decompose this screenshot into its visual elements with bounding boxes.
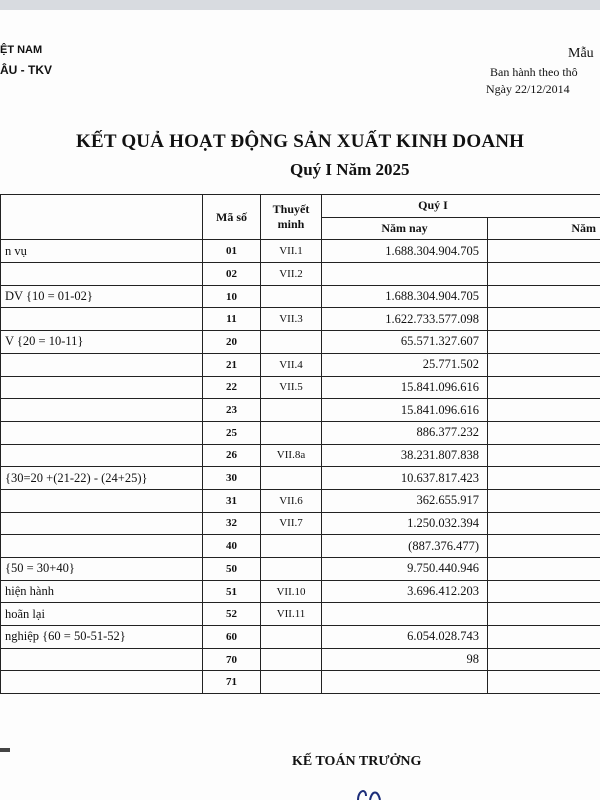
row-code: 22: [203, 376, 261, 399]
report-period: Quý I Năm 2025: [290, 160, 410, 179]
row-item-name: [1, 421, 203, 444]
row-current-value: (887.376.477): [322, 535, 488, 558]
header-row-1: [1, 195, 600, 218]
row-note: [261, 421, 322, 444]
row-item-name: {30=20 +(21-22) - (24+25)}: [1, 467, 203, 490]
row-previous-value: [488, 421, 600, 444]
row-code: 50: [203, 558, 261, 581]
row-note: VII.2: [261, 263, 322, 286]
row-item-name: [1, 308, 203, 331]
row-previous-value: [488, 353, 600, 376]
row-current-value: [322, 671, 488, 694]
table-row: [1, 580, 600, 603]
row-note: [261, 626, 322, 649]
row-note: VII.4: [261, 353, 322, 376]
row-item-name: [1, 399, 203, 422]
header-quarter: Quý I: [322, 195, 600, 218]
row-item-name: [1, 444, 203, 467]
row-note: [261, 535, 322, 558]
row-note: VII.11: [261, 603, 322, 626]
row-item-name: n vụ: [1, 240, 203, 263]
row-current-value: 10.637.817.423: [322, 467, 488, 490]
row-code: 32: [203, 512, 261, 535]
income-statement-table: [0, 194, 600, 694]
table-row: [1, 648, 600, 671]
row-previous-value: [488, 308, 600, 331]
row-current-value: 1.688.304.904.705: [322, 240, 488, 263]
row-code: 40: [203, 535, 261, 558]
row-code: 51: [203, 580, 261, 603]
row-previous-value: [488, 399, 600, 422]
row-code: 21: [203, 353, 261, 376]
row-current-value: 65.571.327.607: [322, 331, 488, 354]
row-previous-value: [488, 285, 600, 308]
row-note: VII.3: [261, 308, 322, 331]
row-note: [261, 648, 322, 671]
row-code: 60: [203, 626, 261, 649]
row-code: 02: [203, 263, 261, 286]
row-item-name: V {20 = 10-11}: [1, 331, 203, 354]
row-note: [261, 285, 322, 308]
header-note-line2: minh: [277, 217, 305, 232]
row-note: VII.7: [261, 512, 322, 535]
table-row: [1, 512, 600, 535]
row-note: VII.8a: [261, 444, 322, 467]
header-this-year: Năm nay: [322, 217, 488, 240]
row-item-name: [1, 263, 203, 286]
signature-title: KẾ TOÁN TRƯỞNG: [292, 754, 422, 769]
row-previous-value: [488, 626, 600, 649]
table-row: [1, 421, 600, 444]
table-row: [1, 603, 600, 626]
table-row: [1, 308, 600, 331]
row-item-name: {50 = 30+40}: [1, 558, 203, 581]
header-code: Mã số: [203, 195, 261, 240]
row-code: 25: [203, 421, 261, 444]
issued-by: Ban hành theo thô: [490, 65, 578, 79]
row-previous-value: [488, 512, 600, 535]
row-current-value: 15.841.096.616: [322, 376, 488, 399]
row-previous-value: [488, 648, 600, 671]
row-previous-value: [488, 558, 600, 581]
row-note: [261, 467, 322, 490]
row-previous-value: [488, 240, 600, 263]
row-code: 01: [203, 240, 261, 263]
row-note: VII.1: [261, 240, 322, 263]
row-code: 31: [203, 489, 261, 512]
row-note: VII.6: [261, 489, 322, 512]
table-row: [1, 240, 600, 263]
row-current-value: 1.622.733.577.098: [322, 308, 488, 331]
row-item-name: [1, 376, 203, 399]
row-current-value: 38.231.807.838: [322, 444, 488, 467]
table-row: [1, 467, 600, 490]
header-note-line1: Thuyết: [272, 202, 310, 217]
row-previous-value: [488, 444, 600, 467]
header-item-cell: [1, 195, 203, 240]
signature-icon: [352, 786, 392, 800]
row-current-value: 9.750.440.946: [322, 558, 488, 581]
row-previous-value: [488, 580, 600, 603]
row-previous-value: [488, 535, 600, 558]
report-title: KẾT QUẢ HOẠT ĐỘNG SẢN XUẤT KINH DOANH: [76, 131, 525, 152]
row-item-name: DV {10 = 01-02}: [1, 285, 203, 308]
row-current-value: 3.696.412.203: [322, 580, 488, 603]
row-note: [261, 671, 322, 694]
header-prev-year: Năm: [488, 217, 600, 240]
row-code: 20: [203, 331, 261, 354]
header-note: [261, 195, 322, 240]
row-current-value: 25.771.502: [322, 353, 488, 376]
table-row: [1, 489, 600, 512]
row-item-name: hoãn lại: [1, 603, 203, 626]
row-item-name: [1, 671, 203, 694]
row-note: [261, 558, 322, 581]
row-code: 10: [203, 285, 261, 308]
margin-mark: [0, 748, 10, 752]
row-code: 71: [203, 671, 261, 694]
row-note: [261, 399, 322, 422]
row-note: VII.5: [261, 376, 322, 399]
table-row: [1, 399, 600, 422]
table-row: [1, 353, 600, 376]
table-row: [1, 671, 600, 694]
row-current-value: 1.688.304.904.705: [322, 285, 488, 308]
row-previous-value: [488, 467, 600, 490]
row-item-name: [1, 535, 203, 558]
top-band: [0, 0, 600, 10]
org-line-1: ỆT NAM: [0, 44, 43, 56]
row-item-name: [1, 489, 203, 512]
row-previous-value: [488, 489, 600, 512]
row-previous-value: [488, 263, 600, 286]
table-row: [1, 535, 600, 558]
table-row: [1, 626, 600, 649]
org-line-2: ÂU - TKV: [0, 63, 52, 77]
row-code: 52: [203, 603, 261, 626]
row-code: 30: [203, 467, 261, 490]
row-current-value: 886.377.232: [322, 421, 488, 444]
table-row: [1, 331, 600, 354]
row-current-value: [322, 603, 488, 626]
row-current-value: 6.054.028.743: [322, 626, 488, 649]
row-item-name: [1, 512, 203, 535]
row-current-value: 15.841.096.616: [322, 399, 488, 422]
row-code: 70: [203, 648, 261, 671]
row-current-value: 362.655.917: [322, 489, 488, 512]
row-note: [261, 331, 322, 354]
row-code: 23: [203, 399, 261, 422]
issued-date: Ngày 22/12/2014: [486, 82, 570, 96]
row-current-value: 98: [322, 648, 488, 671]
row-code: 11: [203, 308, 261, 331]
row-current-value: 1.250.032.394: [322, 512, 488, 535]
row-code: 26: [203, 444, 261, 467]
row-item-name: [1, 353, 203, 376]
row-previous-value: [488, 376, 600, 399]
form-label: Mẫu: [568, 46, 594, 61]
row-previous-value: [488, 603, 600, 626]
table-row: [1, 285, 600, 308]
row-note: VII.10: [261, 580, 322, 603]
row-item-name: nghiệp {60 = 50-51-52}: [1, 626, 203, 649]
row-previous-value: [488, 331, 600, 354]
table-row: [1, 376, 600, 399]
table-row: [1, 558, 600, 581]
row-item-name: hiện hành: [1, 580, 203, 603]
row-item-name: [1, 648, 203, 671]
table-row: [1, 444, 600, 467]
row-current-value: [322, 263, 488, 286]
table-row: [1, 263, 600, 286]
row-previous-value: [488, 671, 600, 694]
